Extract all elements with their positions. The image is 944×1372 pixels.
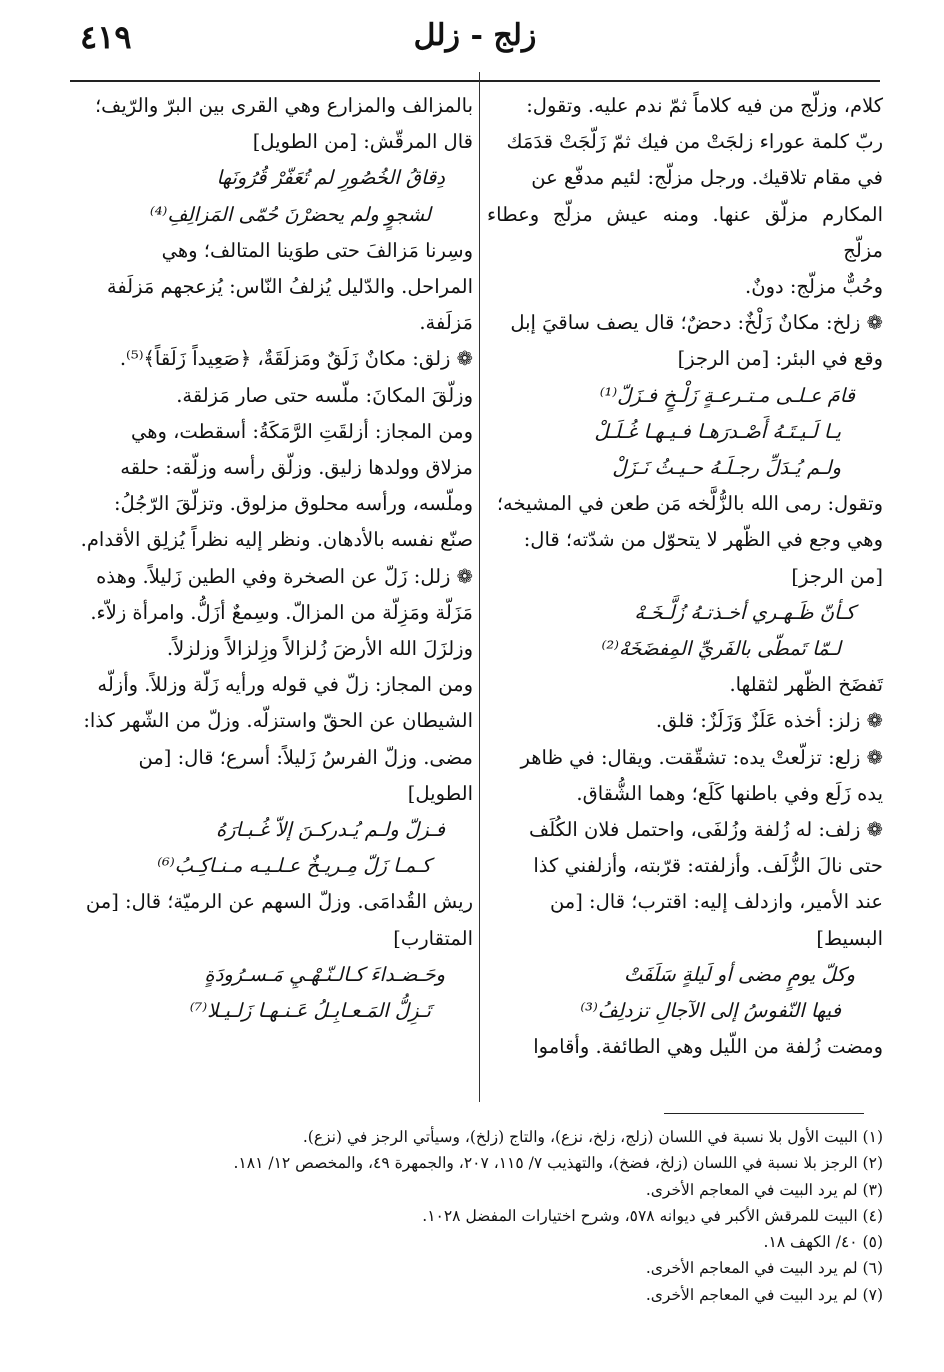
text-line: بالمزالف والمزارع وهي القرى بين البرّ والرّيف؛ — [94, 94, 473, 117]
text-line: وتقول: رمى الله بالزُّلَّخه مَن طعن في المشيخه؛ — [496, 492, 883, 516]
text-line: ❁ زلل: زَلّ عن الصخرة وفي الطين زَليلاً. وهذه — [96, 564, 473, 588]
footnote: (٣) لم يرد البيت في المعاجم الأخرى. — [645, 1180, 883, 1199]
text-line: ❁ زلق: مكانٌ زَلَقٌ ومَزلَقَةٌ، ﴿صَعِيداً زَلَقاً﴾⁽⁵⁾. — [119, 347, 473, 371]
footnote: (٧) لم يرد البيت في المعاجم الأخرى. — [645, 1285, 883, 1304]
text-line: حتى نالَ الزُّلَف. وأزلفته: قرّبته، وأزلفني كذا — [533, 854, 883, 878]
text-line: مَزلَفة. — [419, 311, 473, 335]
text-line: مزلاق وولدها زليق. وزلّق رأسه وزلّقه: حلقه — [120, 456, 473, 480]
text-line: المراحل. والدّليل يُزلفُ النّاس: يُزعجهم مَزلَفة — [106, 275, 473, 299]
verse-line: لـمّا تَمطّى بالفَريِّ المِفضَخَهْ⁽²⁾ — [601, 637, 841, 661]
text-line: ❁ زلف: له زُلفة وزُلفَى، واحتمل فلان الكُلَف — [529, 818, 883, 842]
page-header — [0, 18, 944, 68]
right-column — [487, 88, 883, 1065]
footnotes — [75, 1124, 883, 1308]
verse-line: كـمـا زَلّ مِـريـخٌ عـلـيـه مـنـاكِـبُ⁽⁶⁾ — [157, 854, 431, 878]
page-number: ٤١٩ — [80, 18, 132, 56]
verse-line: فيها النّفوسُ إلى الآجالِ تزدلِفُ⁽³⁾ — [580, 999, 841, 1023]
text-line: ❁ زلع: تزلّعتْ يده: تشقّقت. ويقال: في ظاهر — [520, 745, 883, 769]
verse-line: دِقاقُ الخُصُورِ لم تُعَفّرْ قُرُونَها — [216, 166, 445, 190]
text-line: ومن المجاز: أزلقَتِ الرَّمَكَةُ: أسقطت، وهي — [130, 419, 473, 443]
verse-line: ولـم يُـدَلِّ رجـلَـهُ حـيـثُ نَـزَلْ — [612, 456, 841, 480]
text-line: مضى. وزلّ الفرسُ زَليلاً: أسرع؛ قال: [من — [138, 745, 473, 769]
verse-line: وكلّ يومٍ مضى أو لَيلةٍ سَلَفَتْ — [623, 962, 855, 986]
column-divider — [479, 72, 480, 1102]
text-line: قال المرقّش: [من الطويل] — [252, 130, 473, 154]
text-line: ❁ زلخ: مكانٌ زَلْخٌ: دحضٌ؛ قال يصف ساقيَ إبل — [510, 311, 883, 335]
text-line: وسِرنا مَزالفَ حتى طوَينا المتالف؛ وهي — [161, 238, 473, 262]
text-line: تَفضَخ الظّهر لثقلها. — [729, 673, 883, 697]
text-line: ريش القُدامَى. وزلّ السهم عن الرميّة؛ قال: [من — [85, 890, 473, 914]
text-line: في مقام تلاقيك. ورجل مزلّج: لئيم مدفّع عن — [531, 166, 883, 190]
header-rule — [70, 80, 880, 82]
text-line: وقع في البئر: [من الرجز] — [677, 347, 883, 371]
verse-line: فـزلّ ولـم يُـدركـنَ إلاّ غُـبـارَهُ — [215, 818, 445, 842]
footnote-rule — [664, 1113, 864, 1114]
text-line: يده زَلَع وفي باطنها كَلَع؛ وهما الشُّقاق. — [576, 781, 883, 805]
text-line: وزلّقَ المكانَ: ملّسه حتى صار مَزلقة. — [176, 383, 473, 407]
text-line: وملّسه، ورأسه محلوق مزلوق. وتزلّقَ الرّجُلُ: — [113, 492, 473, 516]
verse-line: لشجوٍ ولم يحضرْنَ حُمّى المَزالِفِ⁽⁴⁾ — [149, 202, 431, 226]
footnote: (٢) الرجز بلا نسبة في اللسان (زلخ، فضخ)، والتهذيب ٧/ ١١٥، ٢٠٧، والجمهرة ٤٩، والمخصص ١٢/ ١٨١. — [233, 1154, 883, 1173]
running-head: زلج - زلل — [413, 18, 537, 53]
text-line: الشيطان عن الحقّ واستزلّه. وزلّ من الشّهر كذا: — [83, 709, 473, 733]
verse-line: قامَ عـلـى مـتـرعـةٍ زَلْـخٍ فـزَلّ⁽¹⁾ — [599, 383, 855, 407]
text-line: ربّ كلمة عوراء زلجَتْ من فيك ثمّ زَلّجَتْ قدَمَك — [506, 130, 883, 154]
text-line: ومن المجاز: زلّ في قوله ورأيه زَلّة وزللاً. وأزلّه — [97, 673, 473, 697]
text-line: المكارم مزلّق عنها. ومنه عيش مزلّج وعطاء مزلّج — [487, 202, 883, 262]
text-line: ومضت زُلفة من اللّيل وهي الطائفة. وأقاموا — [533, 1035, 883, 1059]
footnote: (٤) البيت للمرقش الأكبر في ديوانه ٥٧٨، وشرح اختيارات المفضل ١٠٢٨. — [422, 1206, 883, 1225]
verse-line: تَـزِلُّ المَـعـابِـلُ عَـنـهـا زَلـيـلا⁽⁷⁾ — [189, 999, 431, 1023]
text-line: صنّع نفسه بالأدهان. ونظر إليه نظراً يُزلِق الأقدام. — [80, 528, 473, 552]
text-line: البسيط] — [816, 926, 883, 950]
text-line: وزلزَلَ الله الأرضَ زُلزالاً وزِلزالاً وزلزلاً. — [166, 637, 473, 661]
text-line: [من الرجز] — [791, 564, 883, 588]
text-line: وهي وجع في الظّهر لا يتحوّل من شدّته؛ قال: — [523, 528, 883, 552]
text-line: عند الأمير، وازدلف إليه: اقترب؛ قال: [من — [549, 890, 883, 914]
left-column — [75, 88, 473, 1029]
text-line: كلام، وزلّج من فيه كلاماً ثمّ ندم عليه. وتقول: — [526, 94, 883, 117]
text-line: المتقارب] — [393, 926, 473, 950]
text-line: مَزَلّة ومَزِلّة من المزالّ. وسِمعٌ أزَلُّ. وامرأة زلاّء. — [90, 600, 473, 624]
footnote: (٥) ٤٠/ الكهف ١٨. — [763, 1233, 883, 1252]
verse-line: يـا لَـيـتَـهُ أَصْـدرَهـا فـيـهـا غُـلَـلْ — [594, 419, 841, 443]
footnote: (٦) لم يرد البيت في المعاجم الأخرى. — [645, 1259, 883, 1278]
text-line: ❁ زلز: أخذه عَلَزٌ وَزَلَزٌ: قلق. — [655, 709, 883, 733]
text-line: وحُبٌّ مزلّج: دونٌ. — [745, 275, 883, 299]
verse-line: كـأنّ ظَـهـري أخـذتـهُ زُلَّـخَـهْ — [634, 600, 855, 624]
footnote: (١) البيت الأول بلا نسبة في اللسان (زلج، زلخ، نزع)، والتاج (زلخ)، وسيأتي الرجز في (نزع). — [302, 1128, 883, 1146]
verse-line: وحَـضـداءَ كـالـنّـهْـيِ مَـسـرُودَةٍ — [204, 962, 445, 986]
text-line: الطويل] — [407, 781, 473, 805]
